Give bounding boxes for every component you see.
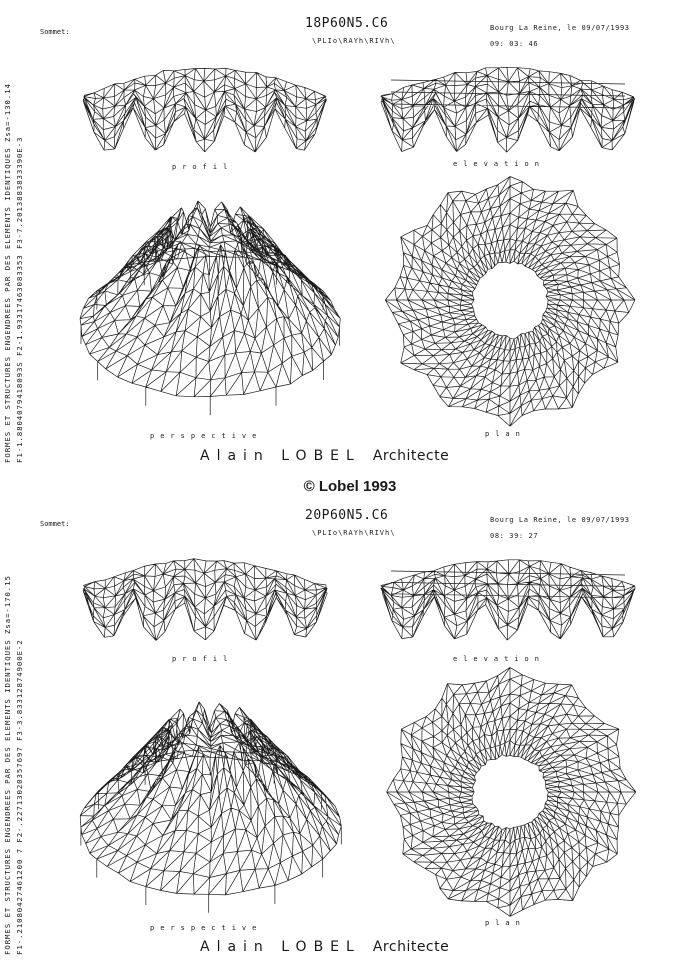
architect-name: Alain LOBEL xyxy=(200,939,361,955)
elevation-view xyxy=(378,60,638,160)
plan-label: plan xyxy=(485,919,526,927)
place-date: Bourg La Reine, le 09/07/1993 xyxy=(490,24,630,32)
sommet-label: Sommet: xyxy=(40,520,70,528)
drawing-sheet-1 xyxy=(0,0,700,470)
architect-signature xyxy=(200,448,449,464)
side-annotation xyxy=(3,500,37,960)
side-annotation xyxy=(3,8,37,468)
elevation-label: elevation xyxy=(453,160,545,168)
plan-view xyxy=(385,175,635,425)
structure-path: \PLIo\RAYh\RIVh\ xyxy=(312,37,396,45)
architect-role: Architecte xyxy=(372,939,450,955)
perspective-view xyxy=(80,690,340,920)
profil-label: profil xyxy=(172,163,234,171)
perspective-view xyxy=(80,188,340,423)
perspective-label: perspective xyxy=(150,432,263,440)
sommet-label: Sommet: xyxy=(40,28,70,36)
elevation-label: elevation xyxy=(453,655,545,663)
architect-role: Architecte xyxy=(372,448,450,464)
structure-code: 20P60N5.C6 xyxy=(305,508,389,523)
drawing-sheet-2 xyxy=(0,492,700,962)
copyright-notice: © Lobel 1993 xyxy=(303,478,397,495)
side-annotation-line: F1-1.8804079418093S F2-1.93317463083353 F3-7.2013883833390E-3 xyxy=(15,136,24,463)
plan-label: plan xyxy=(485,430,526,438)
side-annotation-line: FORMES ET STRUCTURES ENGENDREES PAR DES ELEMENTS IDENTIQUES Zsa=-130.14 xyxy=(3,83,12,463)
plan-view xyxy=(385,667,635,917)
structure-code: 18P60N5.C6 xyxy=(305,16,389,31)
time-stamp: 09: 03: 46 xyxy=(490,40,539,48)
elevation-view xyxy=(378,552,638,647)
profil-view xyxy=(80,60,330,160)
time-stamp: 08: 39: 27 xyxy=(490,532,539,540)
architect-signature xyxy=(200,939,449,955)
structure-path: \PLIo\RAYh\RIVh\ xyxy=(312,529,396,537)
profil-label: profil xyxy=(172,655,234,663)
profil-view xyxy=(80,552,330,647)
place-date: Bourg La Reine, le 09/07/1993 xyxy=(490,516,630,524)
perspective-label: perspective xyxy=(150,924,263,932)
side-annotation-line: F1-.21080427461200 7 F2-.22713020357697 F3-3.83312874900E-2 xyxy=(15,639,24,955)
architect-name: Alain LOBEL xyxy=(200,448,361,464)
side-annotation-line: FORMES ET STRUCTURES ENGENDREES PAR DES ELEMENTS IDENTIQUES Zsa=-170.15 xyxy=(3,575,12,955)
